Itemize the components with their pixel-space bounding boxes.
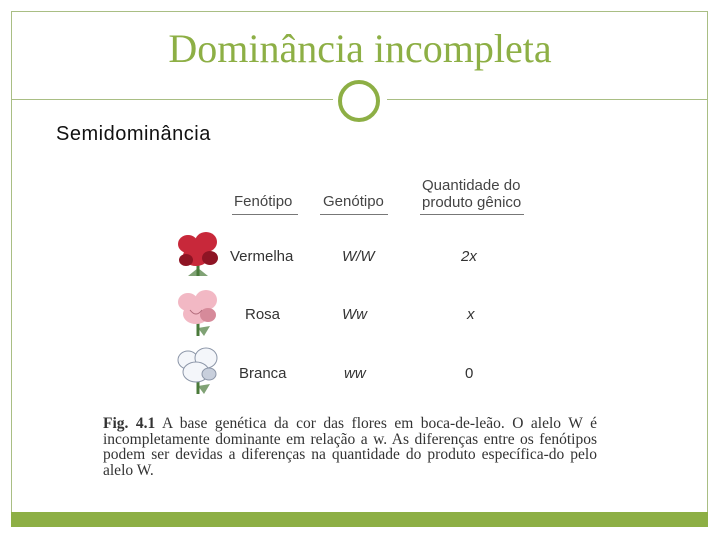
slide-subtitle: Semidominância [56,123,211,145]
header-phenotype: Fenótipo [234,193,293,210]
title-divider-right [387,99,708,100]
figure-caption-label: Fig. 4.1 [103,415,156,432]
ring-ornament-icon [338,80,380,122]
row-red-genotype: W/W [342,248,375,265]
red-flower-icon [174,230,222,280]
row-red-phenotype: Vermelha [230,248,294,265]
header-genotype: Genótipo [323,193,384,210]
header-genotype-rule [320,214,388,215]
row-pink-quantity: x [467,306,475,323]
slide-title: Dominância incompleta [168,26,552,71]
pink-flower-icon [174,288,222,338]
header-gene-product-line1: Quantidade do [422,177,521,194]
row-pink-phenotype: Rosa [245,306,281,323]
white-flower-icon [174,346,222,396]
genetics-figure [88,172,626,512]
header-gene-product-rule [420,214,524,215]
figure-caption-text: A base genética da cor das flores em boca-de-leão. O alelo W é incompletamente dominante em relação a w. As diferenças entre os fenótipos podem ser devidas a diferenças na quantidade do produto específica-do pelo alelo W. [103,415,597,479]
header-gene-product-line2: produto gênico [422,194,522,211]
row-white-quantity: 0 [465,365,474,382]
header-phenotype-rule [232,214,298,215]
figure-caption [103,416,597,478]
row-pink-genotype: Ww [342,306,367,323]
row-white-genotype: ww [344,365,366,382]
bottom-accent-bar [11,512,708,527]
row-white-phenotype: Branca [239,365,287,382]
row-red-quantity: 2x [461,248,477,265]
title-divider-left [11,99,333,100]
